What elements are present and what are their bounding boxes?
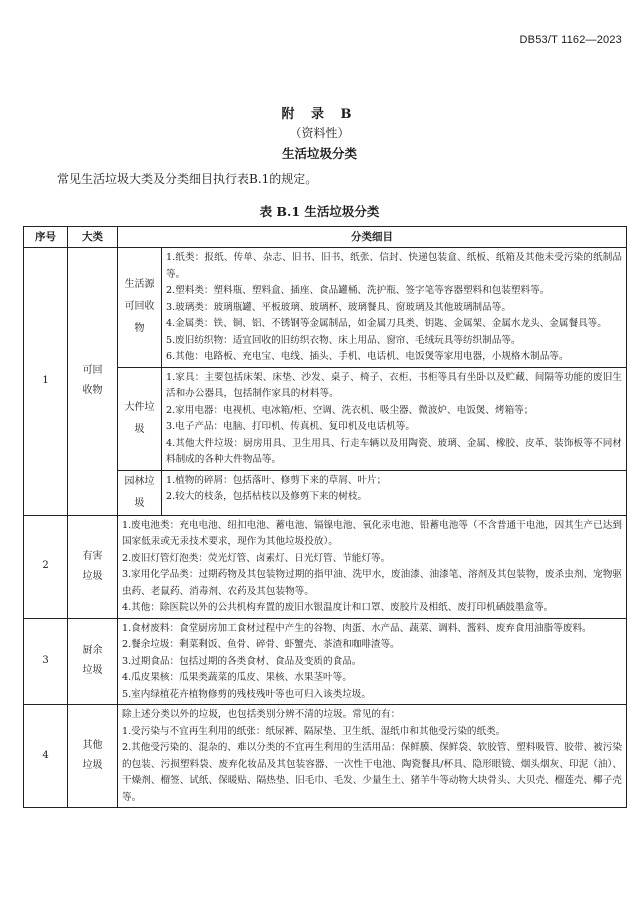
detail-line: 2.家用电器：电视机、电冰箱/柜、空调、洗衣机、吸尘器、微波炉、电饭煲、烤箱等； xyxy=(166,404,534,416)
table-row xyxy=(24,515,627,618)
detail-line: 2.其他受污染的、混杂的、难以分类的不宜再生利用的生活用品：保鲜膜、保鲜袋、软胶管、塑料吸管、胶带、被污染的包装、污损塑料袋、废弃化妆品及其包装容器、一次性干电池、陶瓷餐具/杯具、隐形眼镜、烟头烟灰、印泥（油）、干燥剂、榴签、试纸、保暖贴、隔热垫、旧毛巾、毛发、少量生土、猪羊牛等动物大块骨头、大贝壳、榴莲壳、椰子壳等。 xyxy=(122,742,622,803)
row-category: 有害垃圾 xyxy=(68,515,118,618)
detail-cell xyxy=(118,705,627,808)
header-number: 序号 xyxy=(24,227,68,248)
detail-line: 1.纸类：报纸、传单、杂志、旧书、旧书、纸张、信封、快递包装盒、纸板、纸箱及其他未受污染的纸制品等。 xyxy=(166,252,622,280)
intro-paragraph: 常见生活垃圾大类及分类细目执行表B.1的规定。 xyxy=(57,172,318,186)
detail-line: 1.受污染与不宜再生利用的纸张：纸尿裤、隔尿垫、卫生纸、湿纸巾和其他受污染的纸类。 xyxy=(122,725,506,737)
subcategory-name: 园林垃圾 xyxy=(118,470,162,515)
subcategory-name: 生活源可回收物 xyxy=(118,248,162,368)
table-row xyxy=(24,248,627,368)
detail-cell xyxy=(162,248,627,368)
row-number: 1 xyxy=(24,248,68,516)
table-header-row xyxy=(24,227,627,248)
row-category: 可回收物 xyxy=(68,248,118,516)
detail-line: 2.废旧灯管灯泡类：荧光灯管、卤素灯、日光灯管、节能灯等。 xyxy=(122,552,391,564)
row-number: 4 xyxy=(24,705,68,808)
appendix-type: （资料性） xyxy=(289,126,350,140)
appendix-title: 生活垃圾分类 xyxy=(281,146,357,161)
detail-line: 3.电子产品：电脑、打印机、传真机、复印机及电话机等。 xyxy=(166,421,415,432)
detail-line: 2.塑料类：塑料瓶、塑料盒、插座、食品罐桶、洗护瓶、签字笔等容器塑料和包装塑料等。 xyxy=(166,285,550,296)
detail-line: 5.室内绿植花卉植物修剪的残枝残叶等也可归入该类垃圾。 xyxy=(122,688,371,700)
table-title: 表 B.1 生活垃圾分类 xyxy=(259,204,380,219)
detail-line: 6.其他：电路板、充电宝、电线、插头、手机、电话机、电饭煲等家用电器，小规格木制品等。 xyxy=(166,351,569,362)
subcategory-name: 大件垃圾 xyxy=(118,367,162,470)
detail-cell xyxy=(118,618,627,705)
table-row xyxy=(24,618,627,705)
detail-line: 1.废电池类：充电电池、纽扣电池、蓄电池、镉镍电池、氧化汞电池、铅蓄电池等（不含普通干电池，因其生产已达到国家低汞或无汞技术要求，现作为其他垃圾投放）。 xyxy=(122,519,622,547)
detail-line: 1.食材废料：食堂厨房加工食材过程中产生的谷物、肉蛋、水产品、蔬菜、调料、酱料、废弃食用油脂等废料。 xyxy=(122,622,592,634)
detail-cell xyxy=(118,515,627,618)
row-number: 3 xyxy=(24,618,68,705)
detail-line: 3.家用化学品类：过期药物及其包装物过期的指甲油、洗甲水，废油漆、油漆笔、溶剂及其包装物，废杀虫剂、宠物驱虫药、老鼠药、消毒剂、农药及其包装物等。 xyxy=(122,569,622,597)
detail-line: 4.金属类：铁、铜、铝、不锈钢等金属制品，如金属刀具类、钥匙、金属架、金属水龙头、金属餐具等。 xyxy=(166,318,607,329)
detail-line: 4.其他：除医院以外的公共机构弃置的废旧水银温度计和口罩、废胶片及相纸、废打印机硒鼓墨盒等。 xyxy=(122,602,554,613)
classification-table xyxy=(23,226,627,808)
header-details: 分类细目 xyxy=(118,227,627,248)
header-category: 大类 xyxy=(68,227,118,248)
detail-line: 1.植物的碎屑：包括落叶、修剪下来的草屑、叶片； xyxy=(166,474,387,486)
detail-line: 除上述分类以外的垃圾，也包括类别分辨不清的垃圾。常见的有： xyxy=(122,709,401,720)
appendix-label: 附 录 B xyxy=(281,107,358,122)
table-row xyxy=(24,705,627,808)
detail-line: 3.过期食品：包括过期的各类食材、食品及变质的食品。 xyxy=(122,655,362,667)
detail-line: 2.餐余垃圾：剩菜剩饭、鱼骨、碎骨、虾蟹壳、茶渣和咖啡渣等。 xyxy=(122,639,400,650)
row-number: 2 xyxy=(24,515,68,618)
detail-cell xyxy=(162,470,627,515)
detail-line: 5.废旧纺织物：适宜回收的旧纺织衣物、床上用品、窗帘、毛绒玩具等纺织制品等。 xyxy=(166,334,521,346)
row-category: 厨余垃圾 xyxy=(68,618,118,705)
detail-line: 4.其他大件垃圾：厨房用具、卫生用具、行走车辆以及用陶瓷、玻璃、金属、橡胶、皮革、装饰板等不同材料制成的各种大件物品等。 xyxy=(166,437,622,465)
document-code: DB53/T 1162—2023 xyxy=(519,34,622,46)
detail-line: 2.较大的枝条，包括枯枝以及修剪下来的树枝。 xyxy=(166,491,368,502)
row-category: 其他垃圾 xyxy=(68,705,118,808)
detail-cell xyxy=(162,367,627,470)
detail-line: 3.玻璃类：玻璃瓶罐、平板玻璃、玻璃杯、玻璃餐具、窗玻璃及其他玻璃制品等。 xyxy=(166,301,511,313)
detail-line: 1.家具：主要包括床架、床垫、沙发、桌子、椅子、衣柜、书柜等具有坐卧以及贮藏、间隔等功能的废旧生活和办公器具，包括制作家具的材料等。 xyxy=(166,371,622,399)
detail-line: 4.瓜皮果核：瓜果类蔬菜的瓜皮、果核、水果茎叶等。 xyxy=(122,672,352,683)
